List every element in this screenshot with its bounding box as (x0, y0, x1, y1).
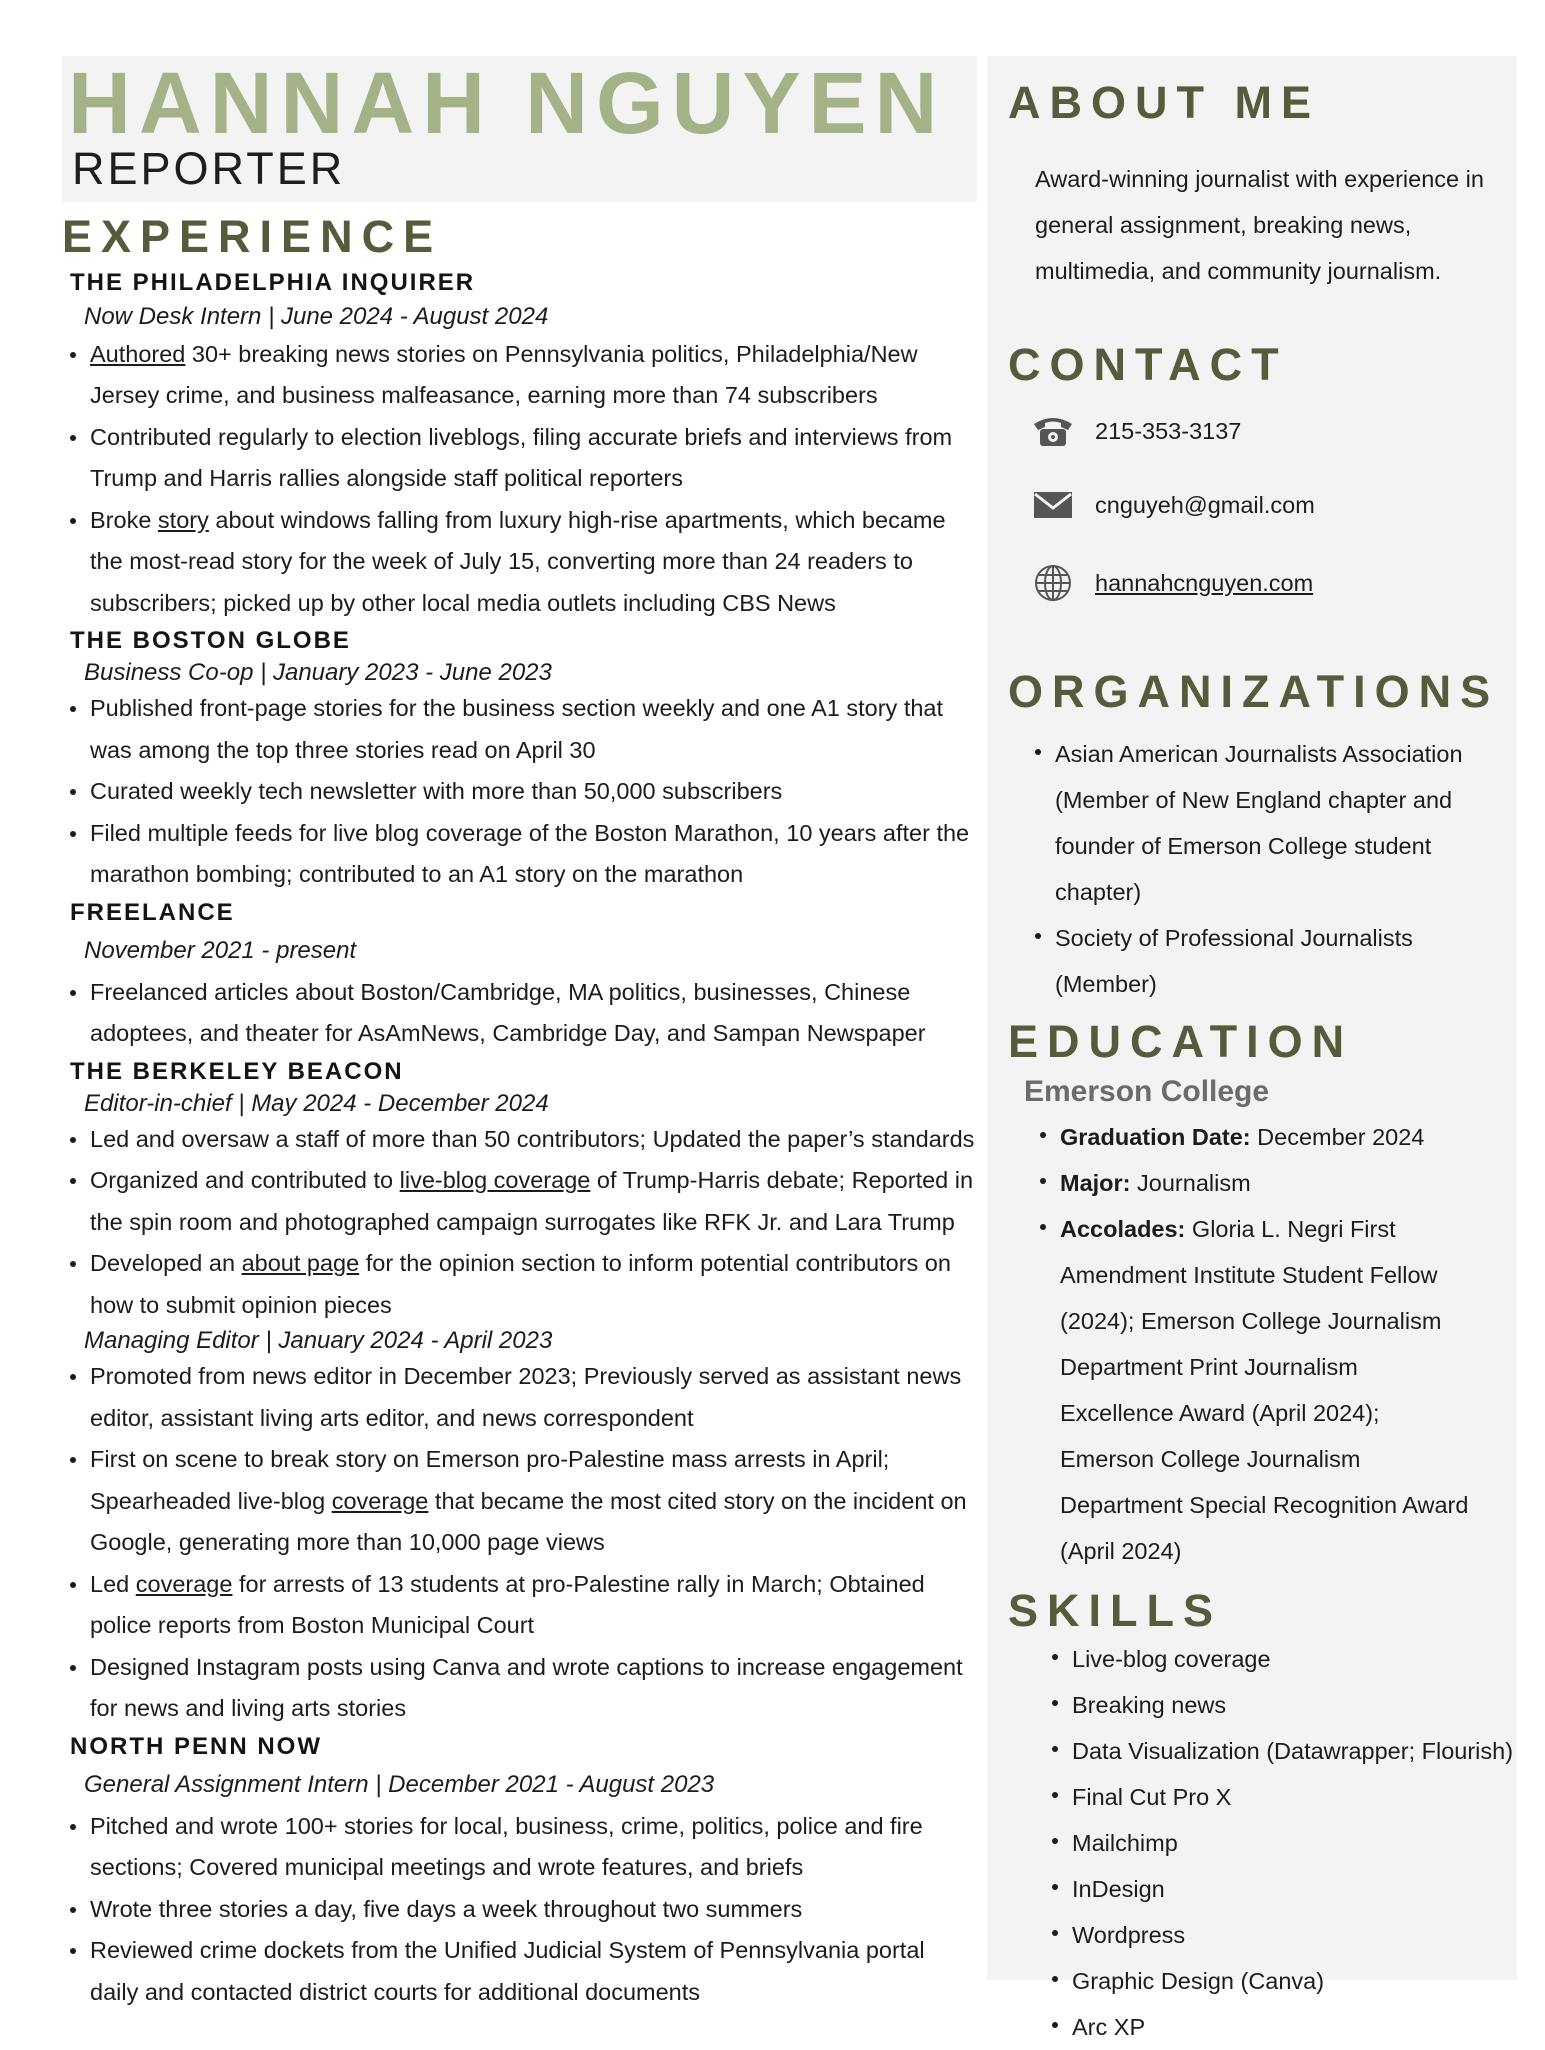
list-item: Accolades: Gloria L. Negri First Amendment Institute Student Fellow (2024); Emerson College Journalism Department Print Journalism Excellence Award (April 2024); Emerson College Journalism Department Special Recognition Award (April 2024) (1056, 1206, 1476, 1574)
job-npn (62, 1730, 977, 2014)
list-item: Led coverage for arrests of 13 students at pro-Palestine rally in March; Obtained police reports from Boston Municipal Court (86, 1564, 977, 1647)
list-item: Published front-page stories for the business section weekly and one A1 story that was among the top three stories read on April 30 (86, 688, 977, 771)
organizations-list (1027, 731, 1521, 1007)
about-page-link[interactable]: about page (241, 1250, 360, 1276)
job-globe (62, 624, 977, 896)
list-item: Curated weekly tech newsletter with more than 50,000 subscribers (86, 771, 977, 813)
list-item: Final Cut Pro X (1068, 1774, 1517, 1820)
list-item: Promoted from news editor in December 2023; Previously served as assistant news editor, assistant living arts editor, and news correspondent (86, 1356, 977, 1439)
list-item: Wrote three stories a day, five days a week throughout two summers (86, 1889, 977, 1931)
job-freelance (62, 896, 977, 1055)
globe-icon (1029, 563, 1077, 603)
coverage-link[interactable]: coverage (331, 1487, 429, 1514)
phone-icon (1029, 411, 1077, 451)
about-heading: ABOUT ME (1008, 77, 1320, 128)
coverage-link[interactable]: coverage (135, 1570, 233, 1597)
email-address: cnguyeh@gmail.com (1095, 491, 1315, 518)
contact-list (987, 401, 1517, 613)
list-item: Designed Instagram posts using Canva and wrote captions to increase engagement for news and living arts stories (86, 1647, 977, 1730)
employer-name: THE PHILADELPHIA INQUIRER (70, 268, 476, 296)
list-item: Graphic Design (Canva) (1068, 1958, 1517, 2004)
contact-heading: CONTACT (1008, 338, 1288, 390)
list-item: Contributed regularly to election liveblogs, filing accurate briefs and interviews from Trump and Harris rallies alongside staff political reporters (86, 417, 977, 500)
story-link[interactable]: story (157, 506, 209, 533)
employer-name: THE BERKELEY BEACON (70, 1057, 404, 1085)
employer-name: THE BOSTON GLOBE (70, 627, 351, 654)
skills-heading: SKILLS (1008, 1585, 1223, 1636)
list-item: InDesign (1068, 1866, 1517, 1912)
job-role: Business Co-op | January 2023 - June 2023 (84, 659, 552, 686)
job-role: General Assignment Intern | December 2021 - August 2023 (84, 1770, 715, 1798)
job-title: REPORTER (72, 143, 346, 194)
employer-name: NORTH PENN NOW (70, 1732, 322, 1760)
name-header (62, 56, 977, 202)
organizations-heading: ORGANIZATIONS (1008, 666, 1500, 717)
list-item: Mailchimp (1068, 1820, 1517, 1866)
sidebar (987, 56, 1517, 2040)
list-item: Breaking news (1068, 1682, 1517, 1728)
job-beacon (62, 1055, 977, 1730)
job-role: Now Desk Intern | June 2024 - August 2024 (84, 302, 549, 330)
mail-icon (1029, 485, 1077, 525)
list-item: Freelanced articles about Boston/Cambridge, MA politics, businesses, Chinese adoptees, and theater for AsAmNews, Cambridge Day, and Sampan Newspaper (86, 972, 977, 1055)
list-item: Pitched and wrote 100+ stories for local, business, crime, politics, police and fire sections; Covered municipal meetings and wrote features, and briefs (86, 1806, 977, 1889)
employer-name: FREELANCE (70, 898, 235, 926)
candidate-name: HANNAH NGUYEN (68, 55, 946, 152)
contact-phone (1029, 401, 1517, 461)
about-text: Award-winning journalist with experience in general assignment, breaking news, multimedia, and community journalism. (1035, 165, 1484, 284)
list-item: Society of Professional Journalists (Member) (1051, 915, 1521, 1007)
list-item: Developed an about page for the opinion section to inform potential contributors on how to submit opinion pieces (86, 1243, 977, 1326)
list-item: Wordpress (1068, 1912, 1517, 1958)
live-blog-coverage-link[interactable]: live-blog coverage (399, 1167, 591, 1193)
list-item: Led and oversaw a staff of more than 50 contributors; Updated the paper’s standards (86, 1119, 977, 1161)
list-item: Graduation Date: December 2024 (1056, 1114, 1476, 1160)
list-item: Data Visualization (Datawrapper; Flourish) (1068, 1728, 1517, 1774)
list-item: Major: Journalism (1056, 1160, 1476, 1206)
list-item: Broke story about windows falling from luxury high-rise apartments, which became the most-read story for the week of July 15, converting more than 24 readers to subscribers; picked up by other local media outlets including CBS News (86, 500, 977, 625)
skills-list (1044, 1636, 1517, 2050)
job-role: Managing Editor | January 2024 - April 2023 (84, 1327, 553, 1354)
phone-number: 215-353-3137 (1095, 417, 1242, 444)
experience-heading: EXPERIENCE (62, 211, 443, 262)
list-item: Authored 30+ breaking news stories on Pennsylvania politics, Philadelphia/New Jersey crime, and business malfeasance, earning more than 74 subscribers (86, 334, 977, 417)
list-item: First on scene to break story on Emerson pro-Palestine mass arrests in April; Spearheaded live-blog coverage that became the most cited story on the incident on Google, generating more than 10,000 page views (86, 1439, 977, 1564)
main-column (62, 56, 977, 2013)
authored-link[interactable]: Authored (90, 340, 186, 367)
school-name: Emerson College (1024, 1075, 1270, 1108)
website-link[interactable]: hannahcnguyen.com (1095, 569, 1314, 596)
education-list (1032, 1114, 1476, 1574)
list-item: Arc XP (1068, 2004, 1517, 2050)
contact-email (1029, 475, 1517, 535)
education-heading: EDUCATION (1008, 1015, 1354, 1067)
job-inquirer (62, 266, 977, 625)
job-role: November 2021 - present (84, 936, 357, 964)
list-item: Organized and contributed to live-blog coverage of Trump-Harris debate; Reported in the spin room and photographed campaign surrogates like RFK Jr. and Lara Trump (86, 1160, 977, 1243)
job-role: Editor-in-chief | May 2024 - December 2024 (84, 1089, 549, 1117)
contact-website (1029, 553, 1517, 613)
list-item: Reviewed crime dockets from the Unified Judicial System of Pennsylvania portal daily and contacted district courts for additional documents (86, 1930, 977, 2013)
list-item: Filed multiple feeds for live blog coverage of the Boston Marathon, 10 years after the marathon bombing; contributed to an A1 story on the marathon (86, 813, 977, 896)
list-item: Asian American Journalists Association (Member of New England chapter and founder of Emerson College student chapter) (1051, 731, 1521, 915)
list-item: Live-blog coverage (1068, 1636, 1517, 1682)
